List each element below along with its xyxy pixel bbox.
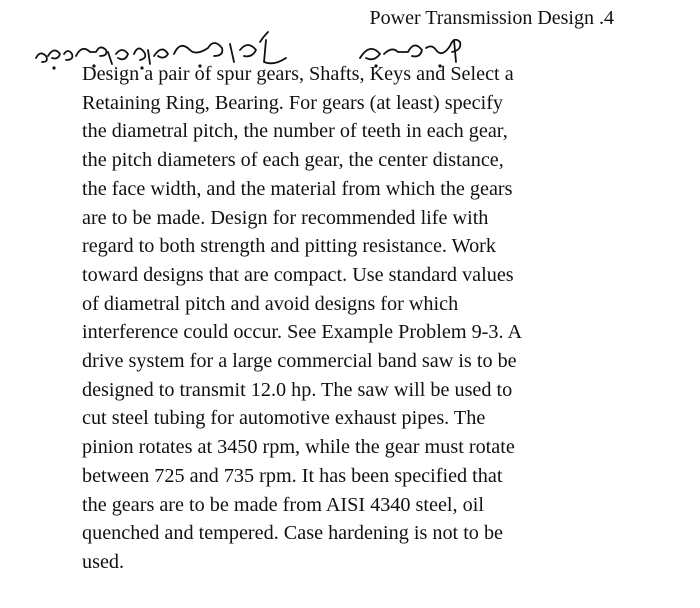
text-line: regard to both strength and pitting resistance. Work xyxy=(82,235,496,258)
text-line: pinion rotates at 3450 rpm, while the gear must rotate xyxy=(82,436,515,459)
text-line: the diametral pitch, the number of teeth in each gear, xyxy=(82,120,508,143)
text-line: the face width, and the material from which the gears xyxy=(82,177,513,200)
page-heading: Power Transmission Design .4 xyxy=(369,7,614,29)
text-line: quenched and tempered. Case hardening is not to be xyxy=(82,522,504,545)
text-line: designed to transmit 12.0 hp. The saw will be used to xyxy=(82,378,513,401)
text-line: are to be made. Design for recommended life with xyxy=(82,206,489,229)
text-line: Design a pair of spur gears, Shafts, Keys and Select a xyxy=(82,63,514,85)
text-line: cut steel tubing for automotive exhaust pipes. The xyxy=(82,407,486,430)
text-line: drive system for a large commercial band saw is to be xyxy=(82,350,517,373)
text-line: used. xyxy=(82,550,125,573)
text-line: interference could occur. See Example Problem 9-3. A xyxy=(82,321,523,344)
text-line: toward designs that are compact. Use standard values xyxy=(82,263,514,286)
text-line: of diametral pitch and avoid designs for which xyxy=(82,292,459,315)
problem-statement xyxy=(82,60,672,577)
text-line: between 725 and 735 rpm. It has been specified that xyxy=(82,464,503,487)
text-line: Retaining Ring, Bearing. For gears (at least) specify xyxy=(82,91,504,114)
text-line: the gears are to be made from AISI 4340 steel, oil xyxy=(82,493,484,516)
text-line: the pitch diameters of each gear, the center distance, xyxy=(82,149,504,172)
